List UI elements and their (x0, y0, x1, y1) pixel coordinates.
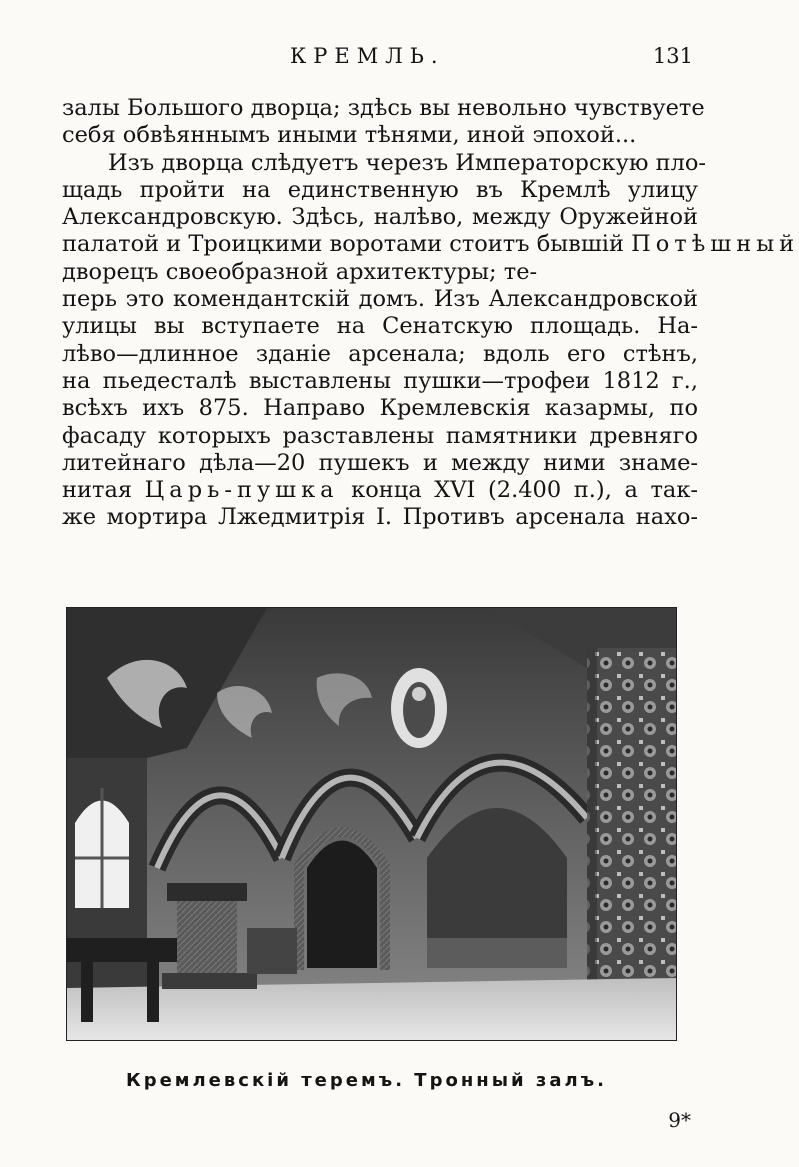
text-line: всѣхъ ихъ 875. Направо Кремлевскія казармы, по (62, 395, 698, 422)
text-line: дворецъ своеобразной архитектуры; те- (62, 258, 538, 285)
text-line: лѣво—длинное зданіе арсенала; вдоль его стѣнъ, (62, 340, 698, 367)
doorway (307, 841, 377, 969)
text-line: на пьедесталѣ выставлены пушки—трофеи 1812 г., (62, 367, 698, 394)
text-line: залы Большого дворца; здѣсь вы невольно чувствуете (62, 95, 705, 121)
text-fragment: конца XVI (2.400 п.), а так- (351, 477, 698, 504)
signature-mark: 9* (668, 1108, 691, 1132)
text-fragment: нитая (62, 477, 133, 504)
page-number: 131 (652, 44, 693, 68)
table (67, 938, 177, 962)
text-line: себя обвѣяннымъ иными тѣнями, иной эпохой... (62, 122, 637, 149)
text-line: литейнаго дѣла—20 пушекъ и между ними знаме- (62, 449, 698, 476)
throne-hall-illustration (66, 607, 677, 1041)
emphasized-term: Царь-пушка (144, 477, 339, 504)
text-line (62, 231, 799, 258)
text-fragment: палатой и Троицкими воротами стоитъ бывшій (62, 231, 624, 258)
text-line: перь это комендантскій домъ. Изъ Александровской (62, 286, 698, 313)
text-line: Александровскую. Здѣсь, налѣво, между Оружейной (62, 204, 698, 231)
text-line: же мортира Лжедмитрія I. Противъ арсенала нахо- (62, 504, 698, 531)
text-line: фасаду которыхъ разставлены памятники древняго (62, 422, 698, 449)
running-title: КРЕМЛЬ. (290, 44, 445, 68)
emphasized-term: Потѣшный (631, 231, 799, 258)
text-line: Изъ дворца слѣдуетъ черезъ Императорскую пло- (108, 149, 707, 176)
text-line (62, 477, 698, 504)
text-line: щадь пройти на единственную въ Кремлѣ улицу (62, 176, 698, 203)
text-line: улицы вы вступаете на Сенатскую площадь. На- (62, 313, 698, 340)
figure-caption: Кремлевскій теремъ. Тронный залъ. (125, 1070, 608, 1091)
body-text (62, 95, 799, 532)
throne (177, 898, 237, 978)
illustration-drawing (67, 608, 676, 1040)
